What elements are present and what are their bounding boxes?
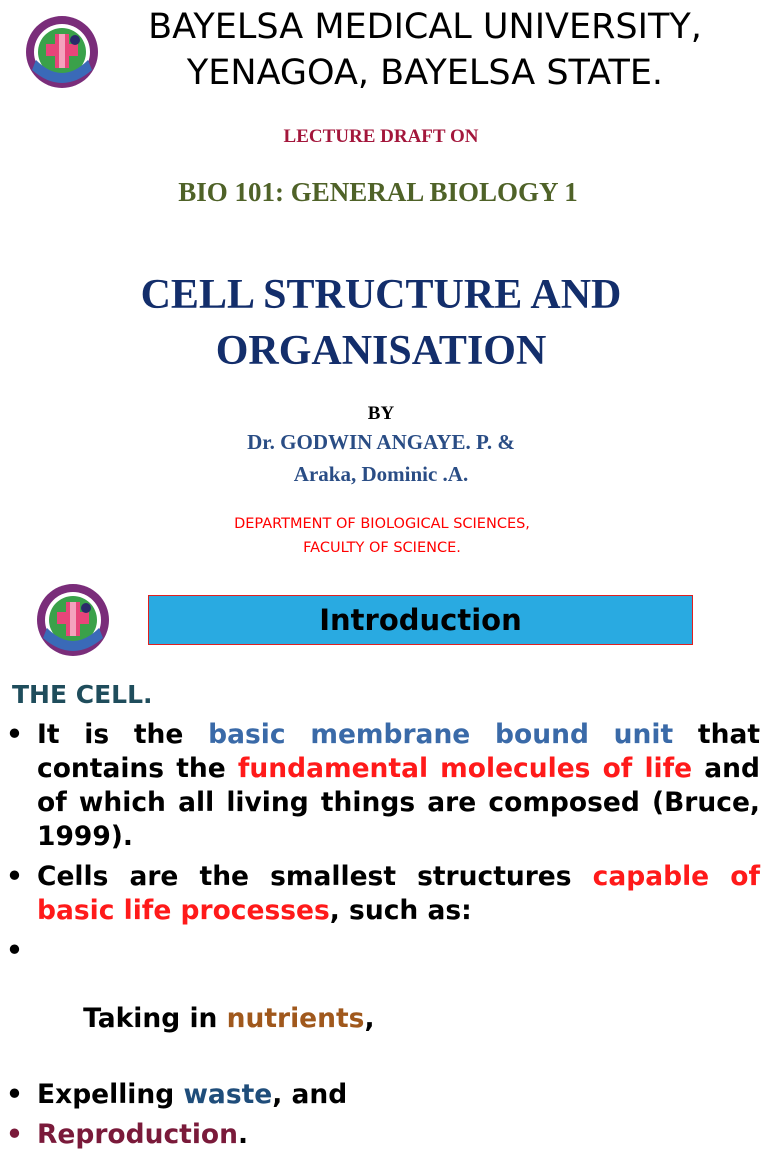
list-item: [0, 860, 760, 928]
section-heading-box: [148, 595, 693, 645]
text-run: ,: [364, 1003, 375, 1034]
bullet-glyph: •: [6, 719, 23, 750]
text-run: , and: [272, 1079, 348, 1110]
text-run: Cells are the smallest structures: [37, 861, 593, 892]
page-title-line2: ORGANISATION: [215, 328, 547, 374]
highlight-text: fundamental molecules of life: [237, 753, 693, 784]
list-item: [0, 934, 760, 1070]
highlight-text: capable of basic life processes: [37, 861, 760, 926]
faculty-label: FACULTY OF SCIENCE.: [303, 540, 461, 556]
bullet-glyph: •: [6, 1079, 23, 1110]
lecture-label: LECTURE DRAFT ON: [283, 126, 479, 147]
list-item: [0, 718, 760, 854]
university-crest-icon: [33, 582, 113, 662]
university-title-line1: BAYELSA MEDICAL UNIVERSITY,: [148, 7, 702, 47]
bullet-glyph: •: [6, 861, 23, 892]
course-title: BIO 101: GENERAL BIOLOGY 1: [178, 177, 578, 207]
text-run: , such as:: [329, 895, 472, 926]
list-item: [0, 1118, 760, 1152]
subheading: THE CELL.: [12, 680, 153, 709]
author-1: Dr. GODWIN ANGAYE. P. &: [247, 430, 515, 454]
text-run: Expelling: [37, 1079, 184, 1110]
text-run: that contains the: [37, 719, 760, 784]
author-2: Araka, Dominic .A.: [293, 462, 469, 486]
by-label: BY: [367, 403, 395, 424]
highlight-text: basic membrane bound unit: [208, 719, 674, 750]
university-title: [95, 4, 755, 96]
university-title-line2: YENAGOA, BAYELSA STATE.: [186, 53, 664, 93]
page-title: [0, 267, 762, 379]
list-item: [0, 1078, 760, 1112]
highlight-text: waste: [183, 1079, 273, 1110]
department-label: DEPARTMENT OF BIOLOGICAL SCIENCES,: [234, 516, 530, 532]
highlight-text: nutrients: [226, 1003, 365, 1034]
highlight-text: Reproduction: [37, 1119, 238, 1150]
bullet-glyph: •: [6, 935, 23, 966]
bullet-glyph: •: [6, 1119, 23, 1150]
section-heading: Introduction: [319, 603, 522, 637]
text-run: It is the: [37, 719, 209, 750]
university-crest-icon: [22, 14, 102, 94]
text-run: and of which all living things are composed (Bruce, 1999).: [37, 753, 760, 852]
page-title-line1: CELL STRUCTURE AND: [140, 272, 622, 318]
text-run: Taking in: [73, 1003, 227, 1034]
text-run: .: [238, 1119, 249, 1150]
bullet-list: [0, 718, 760, 1152]
